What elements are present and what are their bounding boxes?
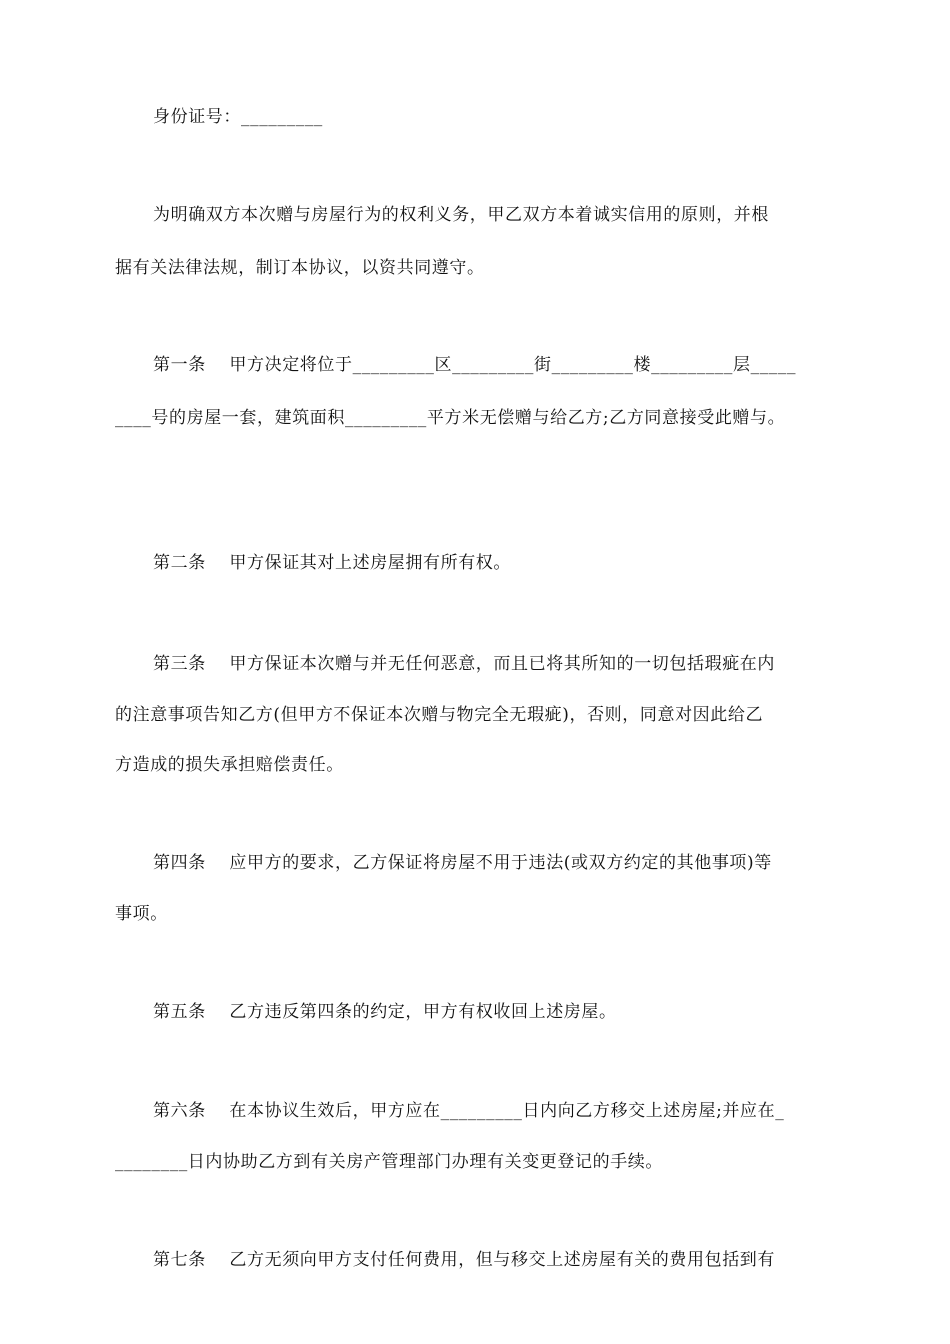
article-3-line-2: 的注意事项告知乙方(但甲方不保证本次赠与物完全无瑕疵)，否则，同意对因此给乙 [115, 705, 764, 725]
article-3-line-3: 方造成的损失承担赔偿责任。 [115, 755, 344, 775]
article-1-line-2: ____号的房屋一套，建筑面积_________平方米无偿赠与给乙方;乙方同意接受此赠与。 [115, 408, 786, 428]
article-6-line-2: ________日内协助乙方到有关房产管理部门办理有关变更登记的手续。 [115, 1152, 663, 1172]
article-4-line-1: 第四条 应甲方的要求，乙方保证将房屋不用于违法(或双方约定的其他事项)等 [153, 853, 772, 873]
article-1-line-1: 第一条 甲方决定将位于_________区_________街_________楼_________层_____ [153, 355, 797, 375]
purpose-paragraph-line-2: 据有关法律法规，制订本协议，以资共同遵守。 [115, 258, 485, 278]
article-6-line-1: 第六条 在本协议生效后，甲方应在_________日内向乙方移交上述房屋;并应在_ [153, 1101, 785, 1121]
article-5-line-1: 第五条 乙方违反第四条的约定，甲方有权收回上述房屋。 [153, 1002, 617, 1022]
id-number-line: 身份证号：_________ [153, 107, 323, 127]
article-4-line-2: 事项。 [115, 904, 168, 924]
article-3-line-1: 第三条 甲方保证本次赠与并无任何恶意，而且已将其所知的一切包括瑕疵在内 [153, 654, 776, 674]
article-7-line-1: 第七条 乙方无须向甲方支付任何费用，但与移交上述房屋有关的费用包括到有 [153, 1250, 776, 1270]
purpose-paragraph-line-1: 为明确双方本次赠与房屋行为的权利义务，甲乙双方本着诚实信用的原则，并根 [153, 205, 769, 225]
article-2-line-1: 第二条 甲方保证其对上述房屋拥有所有权。 [153, 553, 512, 573]
